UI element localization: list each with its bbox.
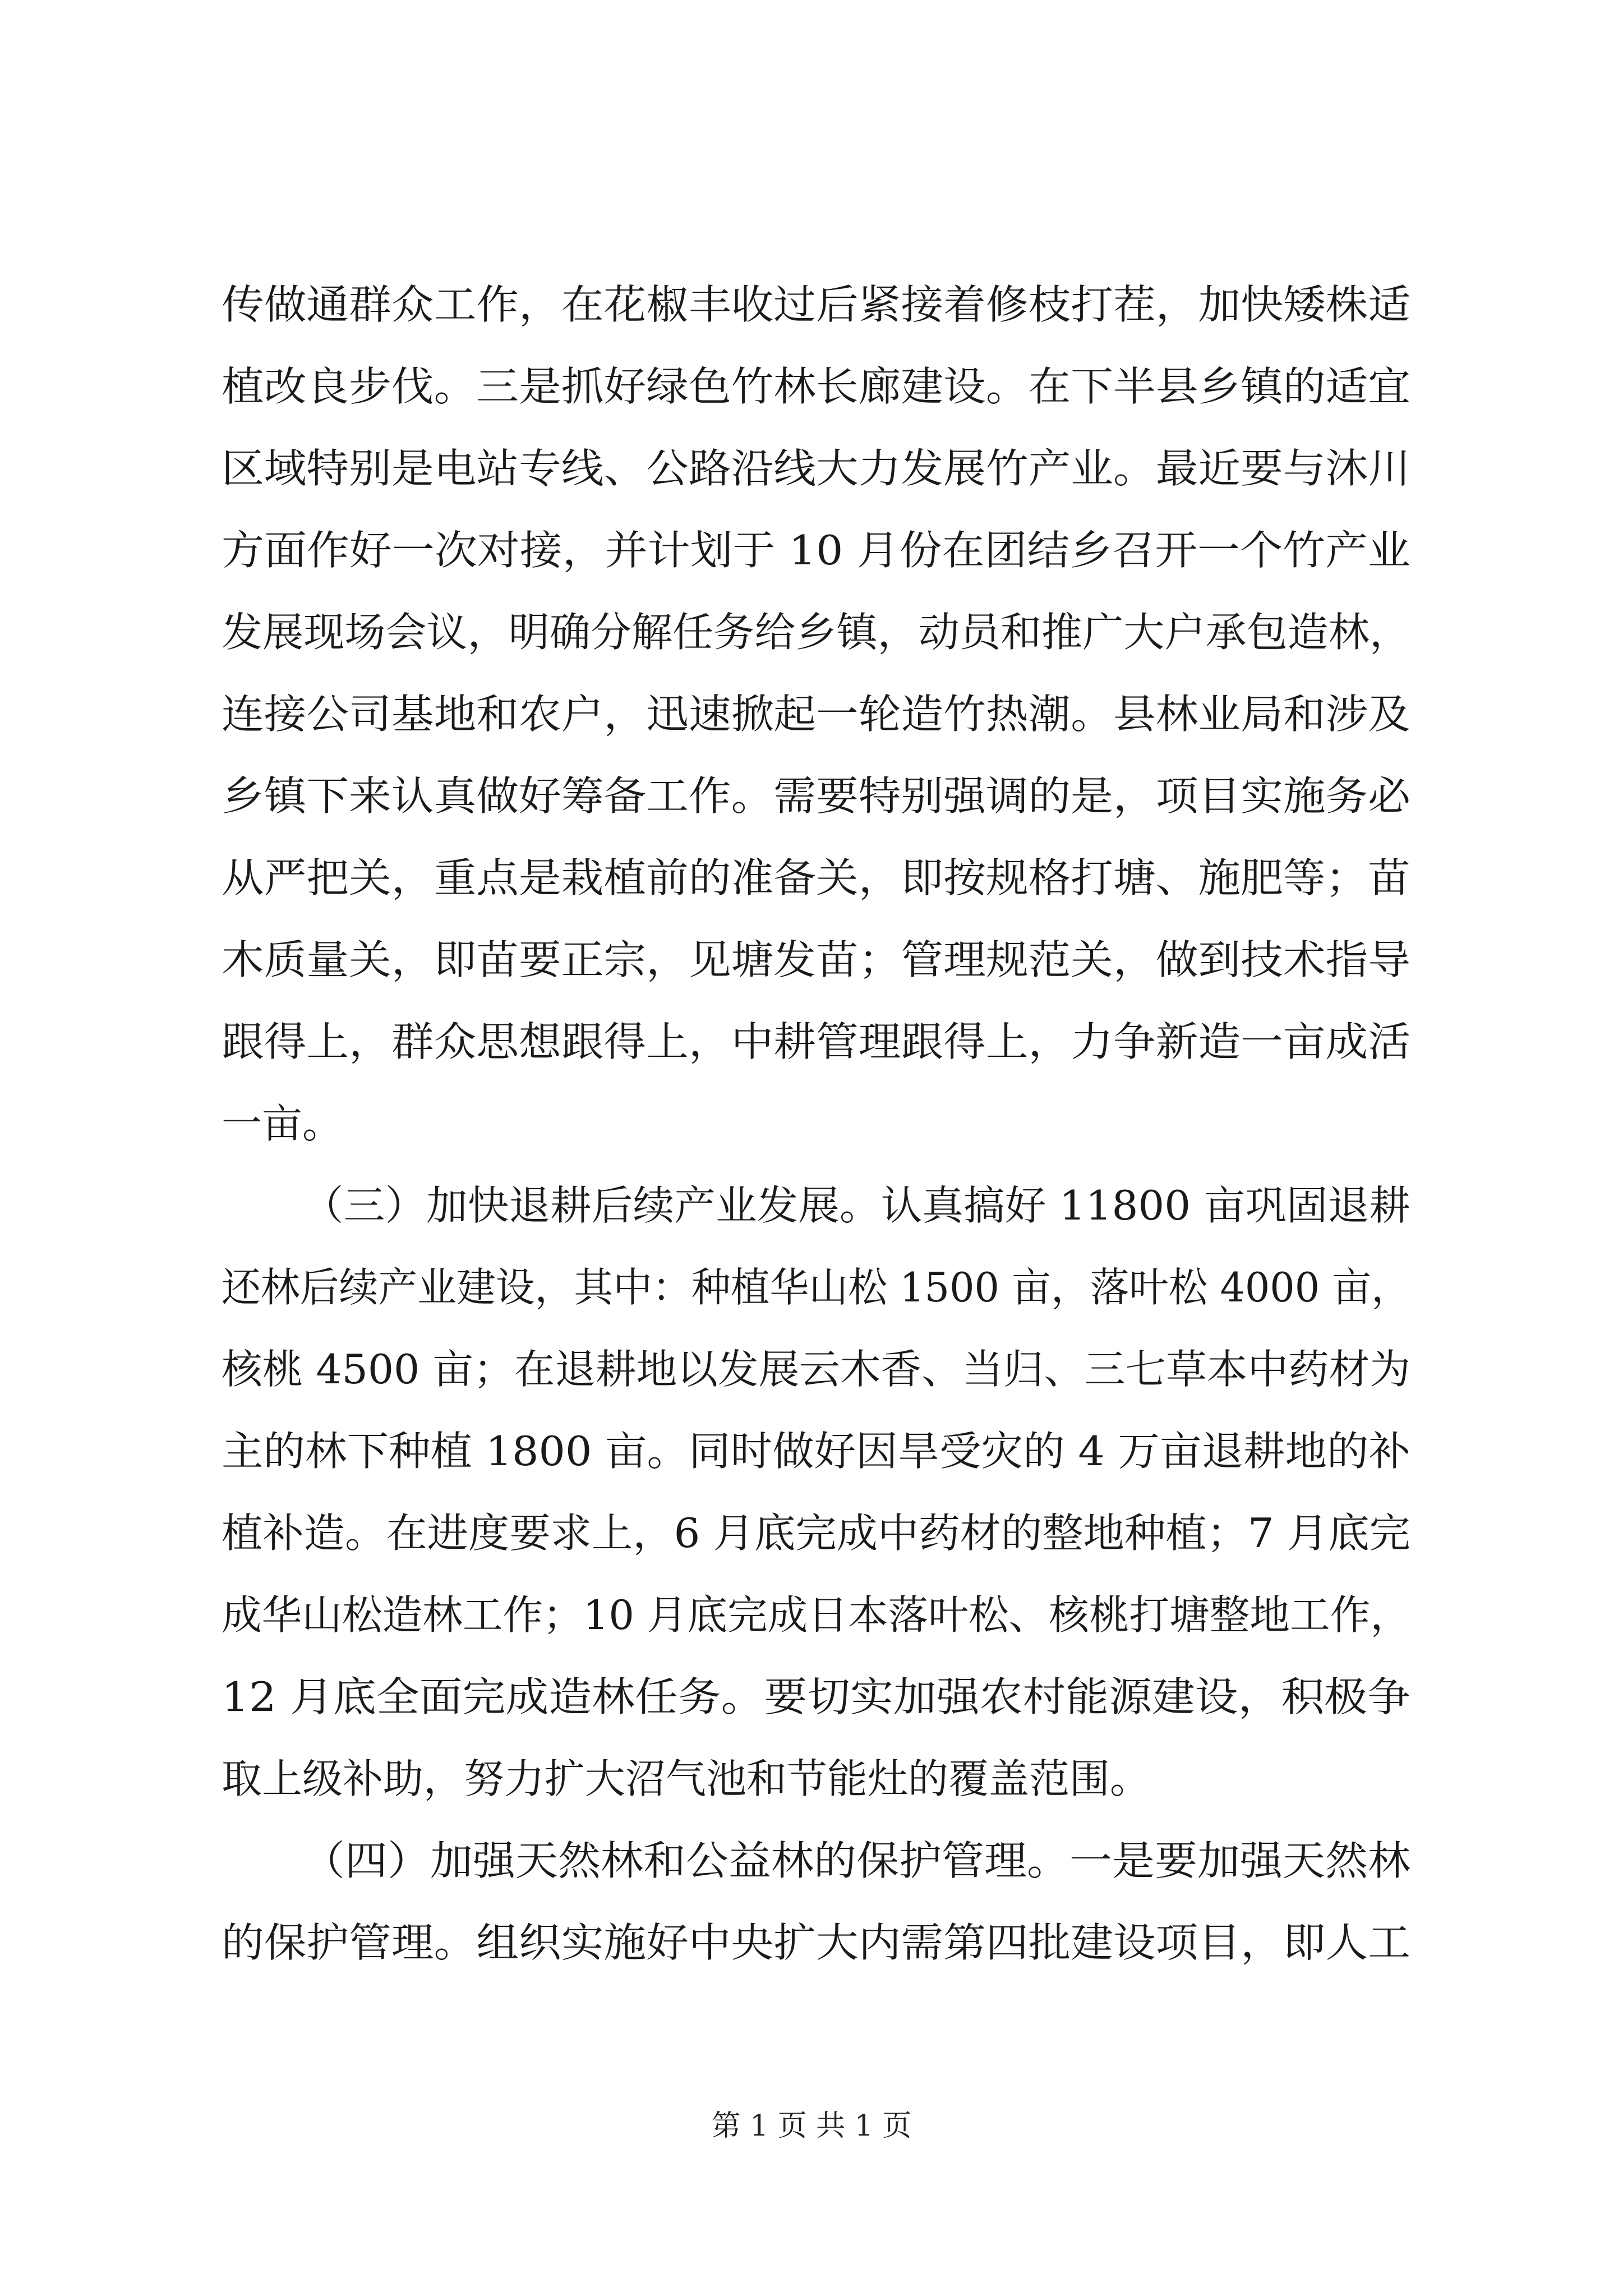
text-line: 连接公司基地和农户，迅速掀起一轮造竹热潮。县林业局和涉及 [222, 691, 1410, 738]
text-line: 区域特别是电站专线、公路沿线大力发展竹产业。最近要与沐川 [222, 445, 1410, 492]
text-line: （三）加快退耕后续产业发展。认真搞好 11800 亩巩固退耕 [302, 1182, 1410, 1229]
text-line: 植改良步伐。三是抓好绿色竹林长廊建设。在下半县乡镇的适宜 [222, 363, 1410, 410]
text-line: （四）加强天然林和公益林的保护管理。一是要加强天然林 [302, 1837, 1410, 1884]
text-line: 传做通群众工作，在花椒丰收过后紧接着修枝打茬，加快矮株适 [222, 281, 1410, 328]
document-body [222, 264, 1410, 1984]
text-line: 还林后续产业建设，其中：种植华山松 1500 亩，落叶松 4000 亩， [222, 1264, 1410, 1311]
text-line: 核桃 4500 亩；在退耕地以发展云木香、当归、三七草本中药材为 [222, 1346, 1410, 1393]
text-line: 一亩。 [222, 1100, 343, 1147]
text-line: 的保护管理。组织实施好中央扩大内需第四批建设项目，即人工 [222, 1919, 1410, 1966]
text-line: 取上级补助，努力扩大沼气池和节能灶的覆盖范围。 [222, 1755, 1151, 1802]
text-line: 木质量关，即苗要正宗，见塘发苗；管理规范关，做到技术指导 [222, 936, 1410, 983]
text-line: 发展现场会议，明确分解任务给乡镇，动员和推广大户承包造林， [222, 609, 1410, 656]
text-line: 成华山松造林工作；10 月底完成日本落叶松、核桃打塘整地工作， [222, 1591, 1410, 1639]
text-line: 主的林下种植 1800 亩。同时做好因旱受灾的 4 万亩退耕地的补 [222, 1428, 1410, 1475]
text-line: 12 月底全面完成造林任务。要切实加强农村能源建设，积极争 [222, 1673, 1410, 1720]
page-footer: 第 1 页 共 1 页 [711, 2109, 912, 2143]
text-line: 跟得上，群众思想跟得上，中耕管理跟得上，力争新造一亩成活 [222, 1018, 1410, 1065]
text-line: 从严把关，重点是栽植前的准备关，即按规格打塘、施肥等；苗 [222, 854, 1410, 901]
text-line: 植补造。在进度要求上，6 月底完成中药材的整地种植；7 月底完 [222, 1510, 1410, 1557]
text-line: 乡镇下来认真做好筹备工作。需要特别强调的是，项目实施务必 [222, 772, 1410, 820]
text-line: 方面作好一次对接，并计划于 10 月份在团结乡召开一个竹产业 [222, 527, 1410, 574]
